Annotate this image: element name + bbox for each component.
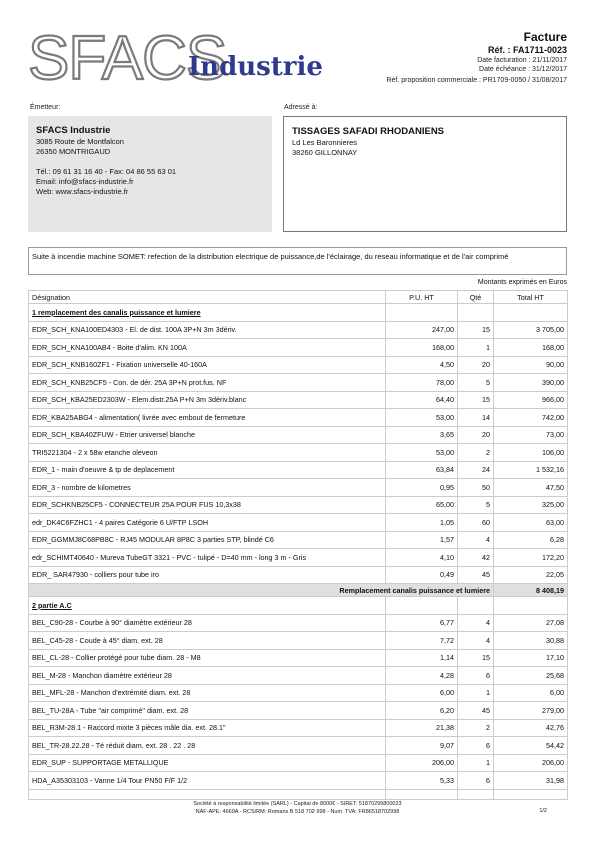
line-quantity: 15 [458,649,494,667]
sender-box [28,116,272,232]
line-quantity: 5 [458,374,494,392]
line-unit-price: 0,95 [386,479,458,497]
table-row [29,356,568,374]
line-designation: BEL_TU-28A - Tube "air comprimé" diam. ext. 28 [29,702,386,720]
line-quantity: 45 [458,566,494,584]
section-row [29,597,568,615]
table-row [29,514,568,532]
line-total: 47,50 [494,479,568,497]
line-designation: EDR_SCHKNB25CF5 - CONNECTEUR 25A POUR FUS 10,3x38 [29,496,386,514]
proposal-ref: Réf. proposition commerciale : PR1709-0050 / 31/08/2017 [386,77,567,84]
line-total: 172,20 [494,549,568,567]
table-row [29,719,568,737]
line-designation: BEL_MFL-28 - Manchon d'extrémité diam. ext. 28 [29,684,386,702]
line-unit-price: 1,57 [386,531,458,549]
legal-footer [0,800,595,816]
line-designation: EDR_SCH_KNB160ZF1 - Fixation universelle 40-160A [29,356,386,374]
invoice-subject: Suite à incendie machine SOMET: refection de la distribution electrique de puissance,de l'éclairage, du reseau informatique et de l'air comprimé [28,247,567,275]
line-unit-price: 6,00 [386,684,458,702]
table-row [29,632,568,650]
empty-cell [386,597,458,615]
line-total: 73,00 [494,426,568,444]
col-quantity: Qté [458,291,494,304]
footer-line1: Société à responsabilité limitée (SARL) - Capital de 8000€ - SIRET: 51870299800023 [193,801,402,807]
table-row [29,496,568,514]
line-quantity: 14 [458,409,494,427]
line-total: 742,00 [494,409,568,427]
empty-cell [386,789,458,799]
line-designation: EDR_3 - nombre de kilometres [29,479,386,497]
line-total: 30,88 [494,632,568,650]
line-total: 22,05 [494,566,568,584]
line-total: 206,00 [494,754,568,772]
line-total: 17,10 [494,649,568,667]
line-total: 31,98 [494,772,568,790]
line-quantity: 1 [458,754,494,772]
line-total: 325,00 [494,496,568,514]
line-designation: BEL_C45-28 - Coude à 45° diam. ext. 28 [29,632,386,650]
empty-cell [494,789,568,799]
line-quantity: 1 [458,339,494,357]
line-quantity: 6 [458,667,494,685]
section-row [29,304,568,322]
line-designation: EDR_GGMMJ8C68PB8C - RJ45 MODULAR 8P8C 3 parties STP, blindé C6 [29,531,386,549]
line-unit-price: 64,40 [386,391,458,409]
line-designation: BEL_TR-28.22.28 - Té réduit diam. ext. 28 . 22 . 28 [29,737,386,755]
table-row [29,339,568,357]
empty-cell [494,304,568,322]
logo-suffix: Industrie [188,52,323,82]
line-unit-price: 1,14 [386,649,458,667]
invoice-lines-table [28,290,568,800]
line-designation: edr_DK4C6FZHC1 - 4 paires Catégorie 6 U/FTP LSOH [29,514,386,532]
line-unit-price: 0,49 [386,566,458,584]
line-designation: EDR_KBA25ABG4 - alimentation( livrée avec embout de fermeture [29,409,386,427]
line-unit-price: 1,05 [386,514,458,532]
line-designation: EDR_SCH_KNA100AB4 - Boite d'alim. KN 100A [29,339,386,357]
table-row [29,614,568,632]
table-row [29,531,568,549]
invoice-header [386,30,567,85]
line-total: 279,00 [494,702,568,720]
line-quantity: 2 [458,444,494,462]
invoice-ref: Réf. : FA1711-0023 [487,45,567,55]
line-designation: EDR_SCH_KNB25CF5 - Con. de dér. 25A 3P+N prot.fus. NF [29,374,386,392]
sender-phone: Tél.: 09 61 31 16 40 - Fax: 04 86 55 63 01 [36,167,177,176]
col-unit-price: P.U. HT [386,291,458,304]
table-row [29,649,568,667]
line-quantity: 5 [458,496,494,514]
line-designation: BEL_M-28 - Manchon diamètre extérieur 28 [29,667,386,685]
line-quantity: 4 [458,632,494,650]
empty-cell [458,304,494,322]
line-quantity: 60 [458,514,494,532]
line-unit-price: 9,07 [386,737,458,755]
line-unit-price: 65,00 [386,496,458,514]
subtotal-label: Remplacement canalis puissance et lumiere [29,584,494,597]
line-total: 25,68 [494,667,568,685]
empty-cell [29,789,386,799]
empty-cell [386,304,458,322]
line-unit-price: 206,00 [386,754,458,772]
page-number: 1/2 [539,808,547,814]
line-designation: TRI5221304 - 2 x 58w etanche oleveon [29,444,386,462]
line-quantity: 20 [458,426,494,444]
sender-name: SFACS Industrie [36,125,111,136]
line-unit-price: 21,38 [386,719,458,737]
recipient-label: Adressé à: [284,104,318,111]
table-row [29,374,568,392]
subtotal-row [29,584,568,597]
table-row [29,391,568,409]
table-row [29,461,568,479]
line-total: 54,42 [494,737,568,755]
table-row [29,479,568,497]
line-quantity: 1 [458,684,494,702]
line-designation: BEL_R3M-28.1 - Raccord mixte 3 pièces mâle dia. ext. 28.1" [29,719,386,737]
table-row [29,702,568,720]
line-quantity: 45 [458,702,494,720]
line-unit-price: 53,00 [386,409,458,427]
col-total: Total HT [494,291,568,304]
table-row [29,684,568,702]
line-quantity: 6 [458,737,494,755]
line-total: 106,00 [494,444,568,462]
line-unit-price: 168,00 [386,339,458,357]
line-unit-price: 3,65 [386,426,458,444]
recipient-box [283,116,567,232]
line-unit-price: 4,28 [386,667,458,685]
line-total: 27,08 [494,614,568,632]
table-row [29,754,568,772]
line-unit-price: 247,00 [386,321,458,339]
sender-web: Web: www.sfacs-industrie.fr [36,187,129,196]
line-unit-price: 63,84 [386,461,458,479]
subtotal-amount: 8 408,19 [494,584,568,597]
line-total: 42,76 [494,719,568,737]
table-row [29,426,568,444]
table-row [29,444,568,462]
line-quantity: 2 [458,719,494,737]
line-unit-price: 53,00 [386,444,458,462]
line-designation: edr_SCHIMT40640 - Mureva TubeGT 3321 - PVC - tulipé - D=40 mm - long 3 m - Gris [29,549,386,567]
invoice-title: Facture [523,30,567,44]
line-unit-price: 4,10 [386,549,458,567]
company-logo [28,24,323,96]
line-quantity: 24 [458,461,494,479]
line-designation: EDR_SUP - SUPPORTAGE METALLIQUE [29,754,386,772]
col-designation: Désignation [29,291,386,304]
line-designation: EDR_ SAR47930 - colliers pour tube iro [29,566,386,584]
empty-row [29,789,568,799]
line-unit-price: 6,20 [386,702,458,720]
line-total: 966,00 [494,391,568,409]
line-quantity: 6 [458,772,494,790]
recipient-address2: 38260 GILLONNAY [292,148,358,157]
line-total: 168,00 [494,339,568,357]
table-row [29,549,568,567]
line-quantity: 42 [458,549,494,567]
table-row [29,667,568,685]
line-designation: EDR_SCH_KNA100ED4303 - El. de dist. 100A 3P+N 3m 3dériv. [29,321,386,339]
line-total: 1 532,16 [494,461,568,479]
table-row [29,321,568,339]
line-quantity: 15 [458,391,494,409]
due-date: Date échéance : 31/12/2017 [479,66,567,73]
line-total: 63,00 [494,514,568,532]
section-title: 1 remplacement des canalis puissance et lumiere [29,304,386,322]
logo-brand: SFACS [28,24,227,93]
line-total: 3 705,00 [494,321,568,339]
table-row [29,409,568,427]
line-total: 390,00 [494,374,568,392]
recipient-address1: Ld Les Baronnieres [292,138,358,147]
section-title: 2 partie A.C [29,597,386,615]
sender-label: Émetteur: [30,104,61,111]
line-designation: HDA_A35303103 - Vanne 1/4 Tour PN50 F/F 1/2 [29,772,386,790]
line-designation: BEL_CL-28 - Collier protégé pour tube diam. 28 - M8 [29,649,386,667]
line-total: 90,00 [494,356,568,374]
recipient-name: TISSAGES SAFADI RHODANIENS [292,126,445,137]
sender-email: Email: info@sfacs-industrie.fr [36,177,134,186]
line-quantity: 4 [458,531,494,549]
sender-address1: 3085 Route de Montfalcon [36,137,124,146]
table-header-row [29,291,568,304]
line-designation: EDR_SCH_KBA40ZFUW - Etrier universel blanche [29,426,386,444]
empty-cell [494,597,568,615]
empty-cell [458,789,494,799]
invoice-date: Date facturation : 21/11/2017 [477,57,567,64]
line-quantity: 15 [458,321,494,339]
line-unit-price: 4,50 [386,356,458,374]
line-designation: EDR_1 - main d'oeuvre & tp de deplacement [29,461,386,479]
line-total: 6,00 [494,684,568,702]
table-row [29,566,568,584]
empty-cell [458,597,494,615]
footer-line2: NAF-APE: 4669A - RCS/RM: Romans B 518 702 998 - Num. TVA: FR86518702998 [195,809,400,815]
line-quantity: 4 [458,614,494,632]
table-row [29,772,568,790]
line-quantity: 50 [458,479,494,497]
line-designation: BEL_C90-28 - Courbe à 90° diamètre extérieur 28 [29,614,386,632]
line-unit-price: 78,00 [386,374,458,392]
line-total: 6,28 [494,531,568,549]
line-unit-price: 6,77 [386,614,458,632]
line-unit-price: 5,33 [386,772,458,790]
line-unit-price: 7,72 [386,632,458,650]
currency-note: Montants exprimés en Euros [477,279,567,286]
sender-address2: 26350 MONTRIGAUD [36,147,111,156]
line-designation: EDR_SCH_KBA25ED2303W - Elem.distr.25A P+N 3m 3dériv.blanc [29,391,386,409]
line-quantity: 20 [458,356,494,374]
table-row [29,737,568,755]
